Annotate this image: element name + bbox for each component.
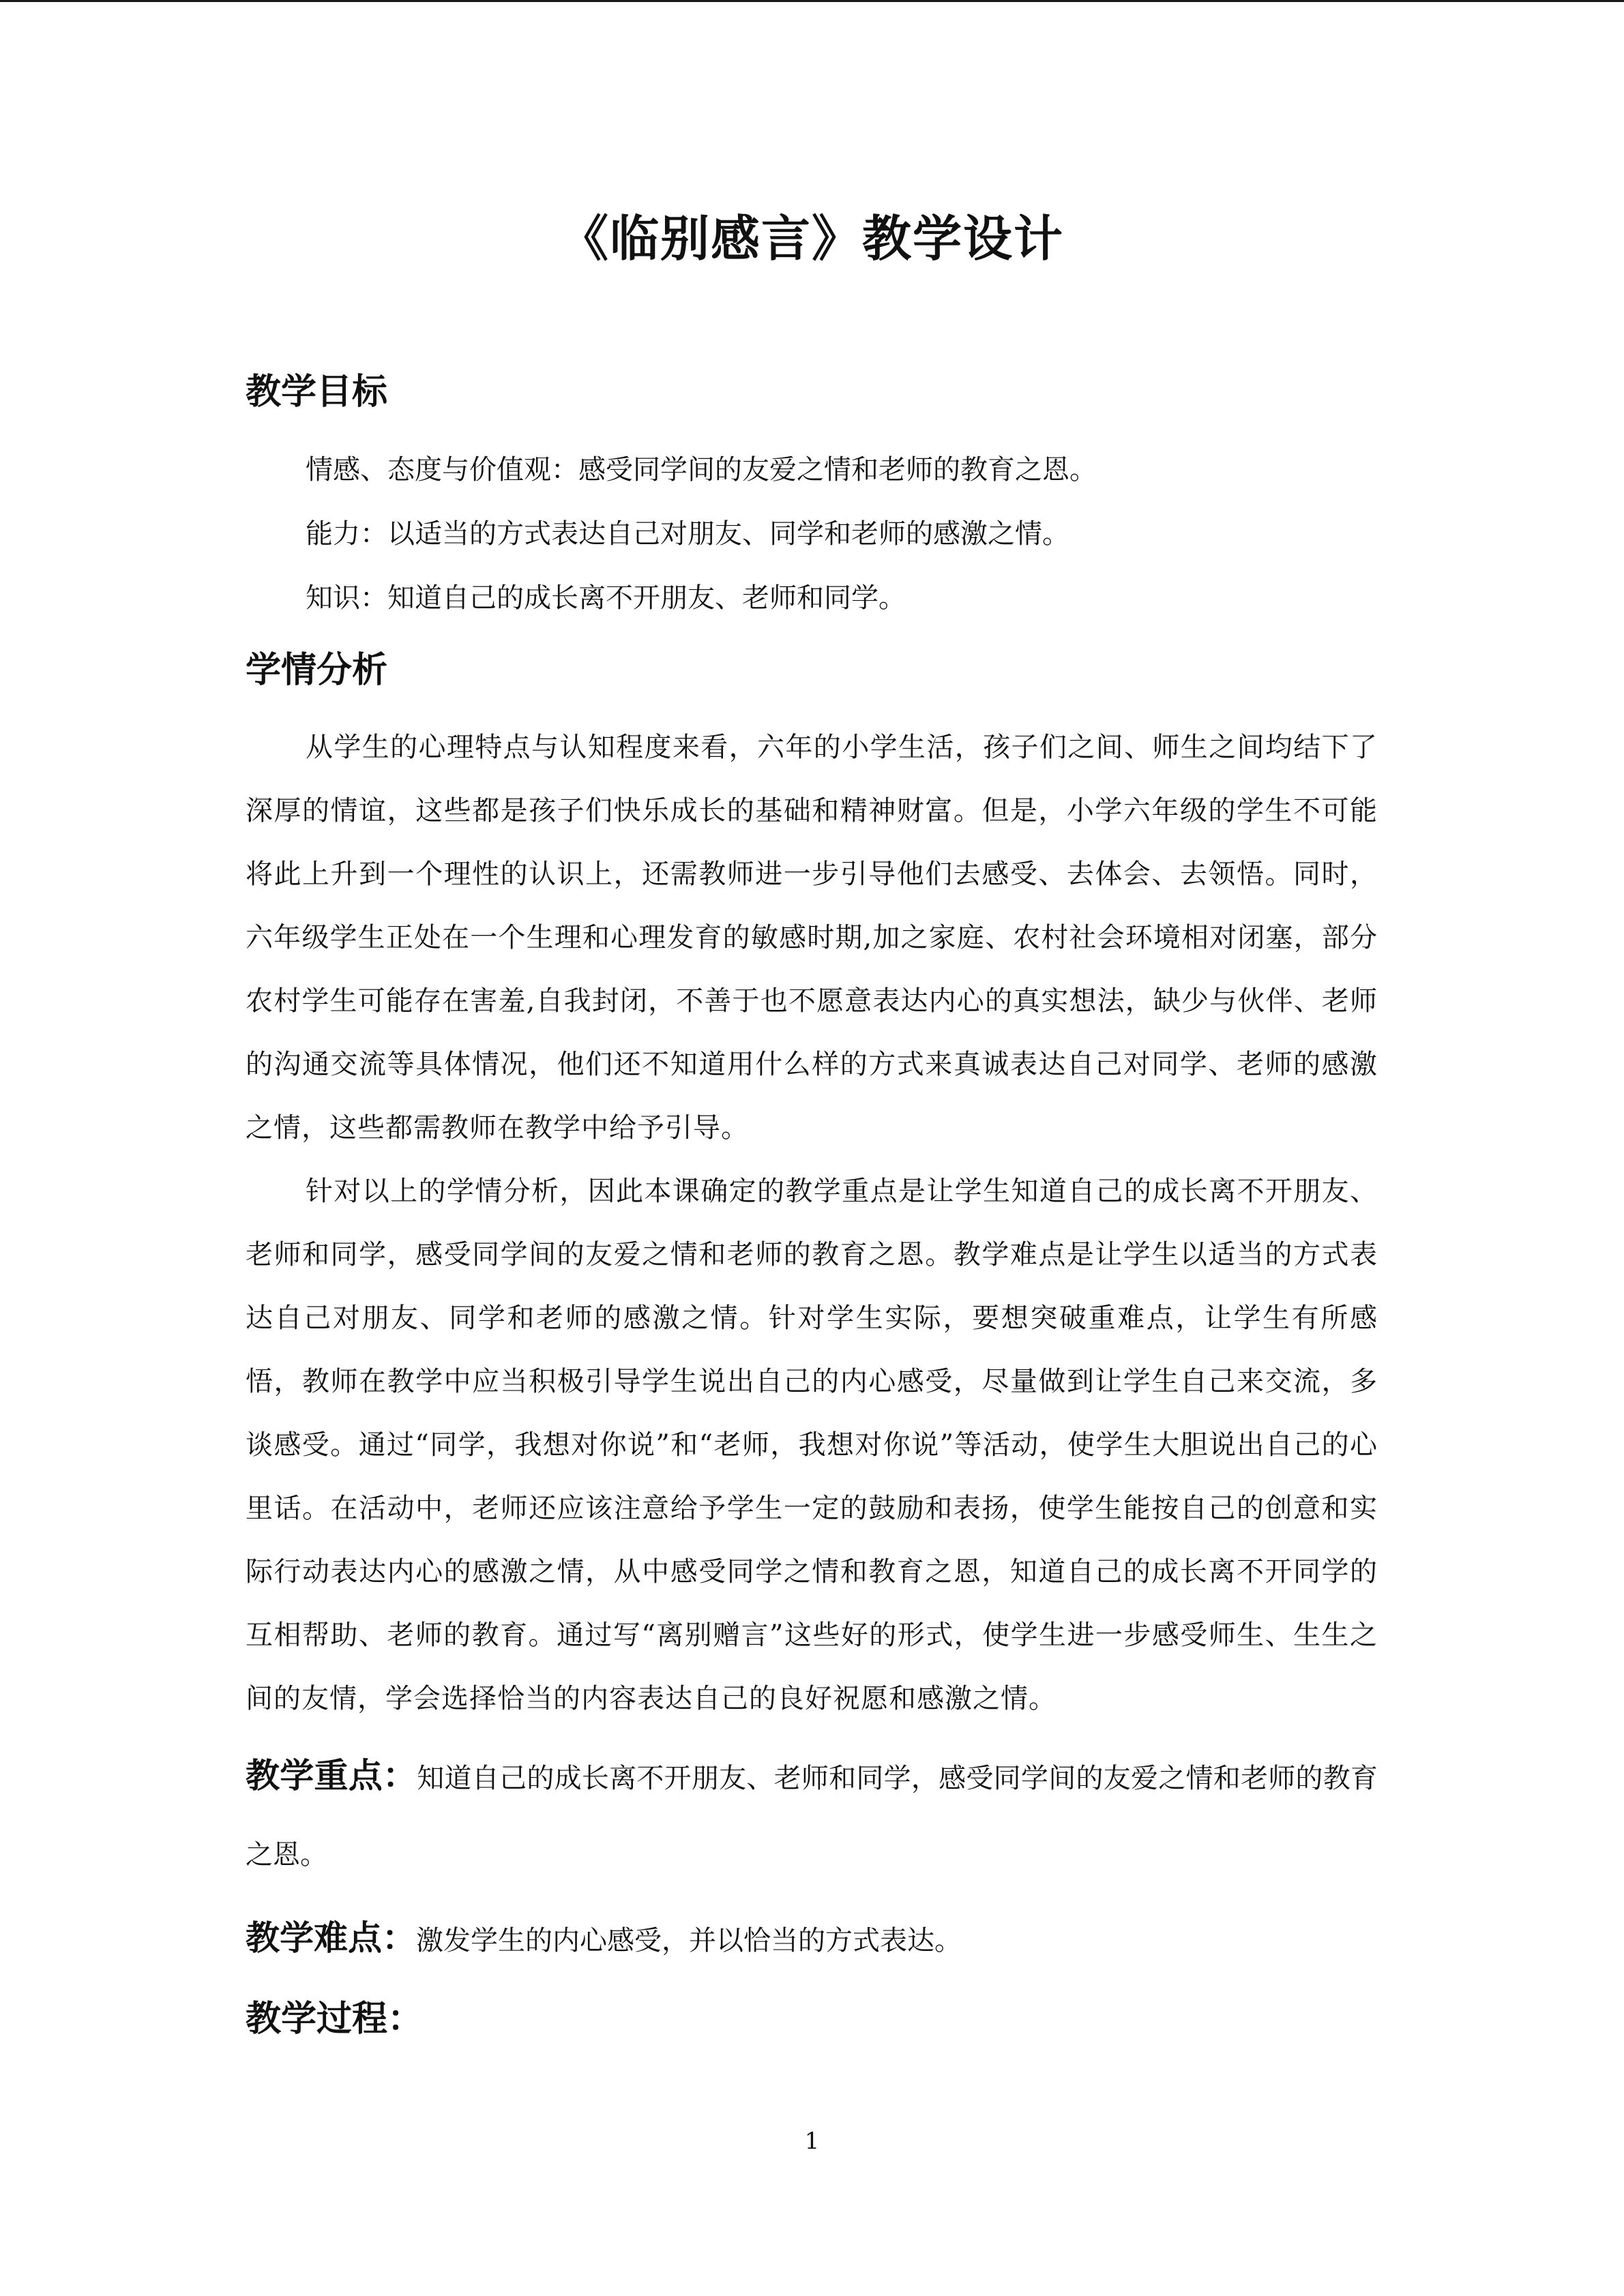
key-points-label: 教学重点： xyxy=(246,1756,417,1795)
key-points xyxy=(246,1738,1378,1893)
process-heading: 教学过程： xyxy=(246,1999,424,2040)
page-top-border xyxy=(0,0,1624,2)
analysis-paragraph: 从学生的心理特点与认知程度来看，六年的小学生活，孩子们之间、师生之间均结下了深厚的情谊，这些都是孩子们快乐成长的基础和精神财富。但是，小学六年级的学生不可能将此上升到一个理性的认识上，还需教师进一步引导他们去感受、去体会、去领悟。同时，六年级学生正处在一个生理和心理发育的敏感时期,加之家庭、农村社会环境相对闭塞，部分农村学生可能存在害羞,自我封闭，不善于也不愿意表达内心的真实想法，缺少与伙伴、老师的沟通交流等具体情况，他们还不知道用什么样的方式来真诚表达自己对同学、老师的感激之情，这些都需教师在教学中给予引导。 xyxy=(246,732,1378,1144)
analysis-heading: 学情分析 xyxy=(246,650,388,691)
analysis-paragraph: 针对以上的学情分析，因此本课确定的教学重点是让学生知道自己的成长离不开朋友、老师和同学，感受同学间的友爱之情和老师的教育之恩。教学难点是让学生以适当的方式表达自己对朋友、同学和老师的感激之情。针对学生实际，要想突破重难点，让学生有所感悟，教师在教学中应当积极引导学生说出自己的内心感受，尽量做到让学生自己来交流，多谈感受。通过“同学，我想对你说”和“老师，我想对你说”等活动，使学生大胆说出自己的心里话。在活动中，老师还应该注意给予学生一定的鼓励和表扬，使学生能按自己的创意和实际行动表达内心的感激之情，从中感受同学之情和教育之恩，知道自己的成长离不开同学的互相帮助、老师的教育。通过写“离别赠言”这些好的形式，使学生进一步感受师生、生生之间的友情，学会选择恰当的内容表达自己的良好祝愿和感激之情。 xyxy=(246,1176,1378,1714)
difficulties-label: 教学难点： xyxy=(246,1918,416,1958)
analysis-section xyxy=(246,640,1378,1731)
document-page xyxy=(246,198,1378,2065)
page-number: 1 xyxy=(804,2128,820,2155)
document-title: 《临别感言》教学设计 xyxy=(559,210,1064,267)
difficulties xyxy=(246,1900,1378,1979)
objective-item: 能力：以适当的方式表达自己对朋友、同学和老师的感激之情。 xyxy=(306,518,1069,550)
objectives-section xyxy=(246,361,1378,630)
objective-item: 知识：知道自己的成长离不开朋友、老师和同学。 xyxy=(306,582,906,614)
objectives-heading: 教学目标 xyxy=(246,372,388,413)
key-points-text: 知道自己的成长离不开朋友、老师和同学，感受同学间的友爱之情和老师的教育之恩。 xyxy=(246,1763,1378,1870)
objective-item: 情感、态度与价值观：感受同学间的友爱之情和老师的教育之恩。 xyxy=(306,454,1097,486)
difficulties-text: 激发学生的内心感受，并以恰当的方式表达。 xyxy=(416,1925,962,1956)
